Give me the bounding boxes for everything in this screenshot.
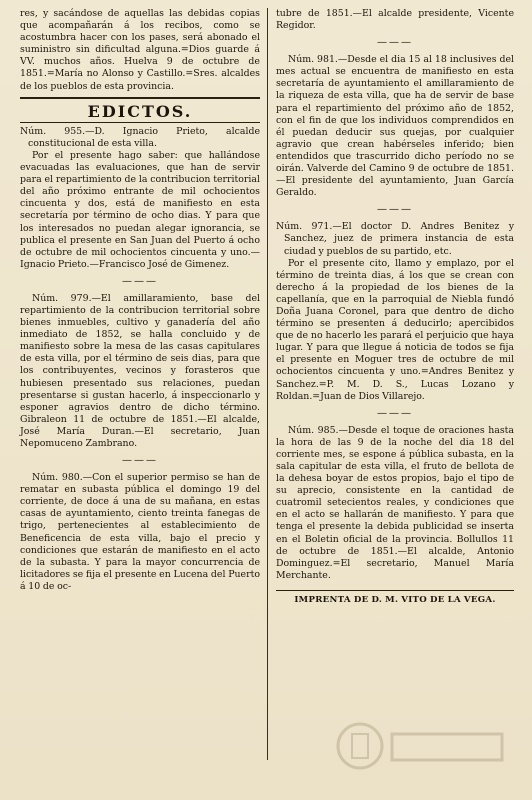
edict-985-body: Núm. 985.—Desde el toque de oraciones hasta la hora de las 9 de la noche del dia 18 del corriente mes, se espone á pública subasta, en la sala capitular de esta villa, el fruto de bellota de la dehesa boyar de estos propios, bajo el tipo de su aprecio, consistente en la cantidad de cuatromil setecientos reales, y condiciones que en el acto se hallarán de manifiesto. Y para que tenga el presente la debida publicidad se inserta en el Boletin oficial de la provincia. Bollullos 11 de octubre de 1851.—El alcalde, Antonio Dominguez.=El secretario, Manuel María Merchante. [276,424,514,581]
separator: ——— [377,37,413,49]
section-rule-bottom [20,122,260,123]
column-divider [267,8,268,760]
separator: ——— [377,407,413,419]
library-watermark-icon [330,716,510,776]
separator: ——— [122,455,158,467]
imprint-line: IMPRENTA DE D. M. VITO DE LA VEGA. [294,594,496,605]
left-top-paragraph: res, y sacándose de aquellas las debidas copias que acompañarán á los recibos, como se acostumbra hacer con los pases, será abonado el suministro sin dificultad alguna.=Dios guarde á VV. muchos años. Huelva 9 de octubre de 1851.=María no Alonso y Castillo.=Sres. alcaldes de los pueblos de esta provincia. [20,8,260,92]
edict-979-body: Núm. 979.—El amillaramiento, base del repartimiento de la contribucion territorial sobre bienes inmuebles, cultivo y ganadería del año inmediato de 1852, se halla concluido y de manifiesto sobre la mesa de las casas capitulares de esta villa, por el término de seis dias, para que los contribuyentes, vecinos y forasteros que hubiesen presentado sus relaciones, puedan presentarse si gustan hacerlo, á inspeccionarlo y esponer agravios dentro de dicho término. Gibraleon 11 de octubre de 1851.—El alcalde, José María Duran.—El secretario, Juan Nepomuceno Zambrano. [20,292,260,449]
edict-971-body: Por el presente cito, llamo y emplazo, por el término de treinta dias, á los que se crean con derecho á la propiedad de los bienes de la capellanía, que en la parroquial de Niebla fundó Doña Juana Coronel, para que dentro de dicho término se presenten á deducirlo; apercibidos que de no hacerlo les parará el perjuicio que haya lugar. Y para que llegue á noticia de todos se fija el presente en Moguer tres de octubre de mil ochocientos cincuenta y uno.=Andres Benitez y Sanchez.=P. M. D. S., Lucas Lozano y Roldan.=Juan de Dios Villarejo. [276,257,514,402]
edict-971-header: Núm. 971.—El doctor D. Andres Benitez y Sanchez, juez de primera instancia de esta ciudad y pueblos de su partido, etc. [276,221,514,257]
edict-981-body: Núm. 981.—Desde el dia 15 al 18 inclusives del mes actual se encuentra de manifiesto en esta secretaría de ayuntamiento el amillaramiento de la riqueza de esta villa, que ha de servir de base para el repartimiento del próximo año de 1852, con el fin de que los individuos comprendidos en él puedan deducir sus quejas, por cualquier agravio que crean habérseles inferido; bien entendidos que trascurrido dicho período no se oirán. Valverde del Camino 9 de octubre de 1851.—El presidente del ayuntamiento, Juan García Geraldo. [276,54,514,199]
edict-955-header: Núm. 955.—D. Ignacio Prieto, alcalde constitucional de esta villa. [20,125,260,149]
right-column [276,8,514,784]
separator: ——— [377,204,413,216]
section-title: EDICTOS. [87,101,193,121]
edict-980-body: Núm. 980.—Con el superior permiso se han de rematar en subasta pública el domingo 19 del corriente, de doce á una de su mañana, en estas casas de ayuntamiento, ciento treinta fanegas de trigo, pertenecientes al establecimiento de Beneficencia de esta villa, bajo el precio y condiciones que estarán de manifiesto en el acto de la subasta. Y para la mayor concurrencia de licitadores se fija el presente en Lucena del Puerto á 10 de oc- [20,472,260,592]
section-rule-top [20,97,260,99]
right-top-paragraph: tubre de 1851.—El alcalde presidente, Vicente Regidor. [276,8,514,32]
edict-955-body: Por el presente hago saber: que hallándose evacuadas las evaluaciones, que han de servir para el repartimiento de la contribucion territorial del año próximo entrante de mil ochocientos cincuenta y dos, está de manifiesto en esta secretaría por término de ocho dias. Y para que los interesados no puedan alegar ignorancia, se publica el presente en San Juan del Puerto á ocho de octubre de mil ochocientos cincuenta y uno.—Ignacio Prieto.—Francisco José de Gimenez. [20,149,260,270]
imprint-rule [276,590,514,591]
left-column [20,8,260,784]
separator: ——— [122,275,158,287]
